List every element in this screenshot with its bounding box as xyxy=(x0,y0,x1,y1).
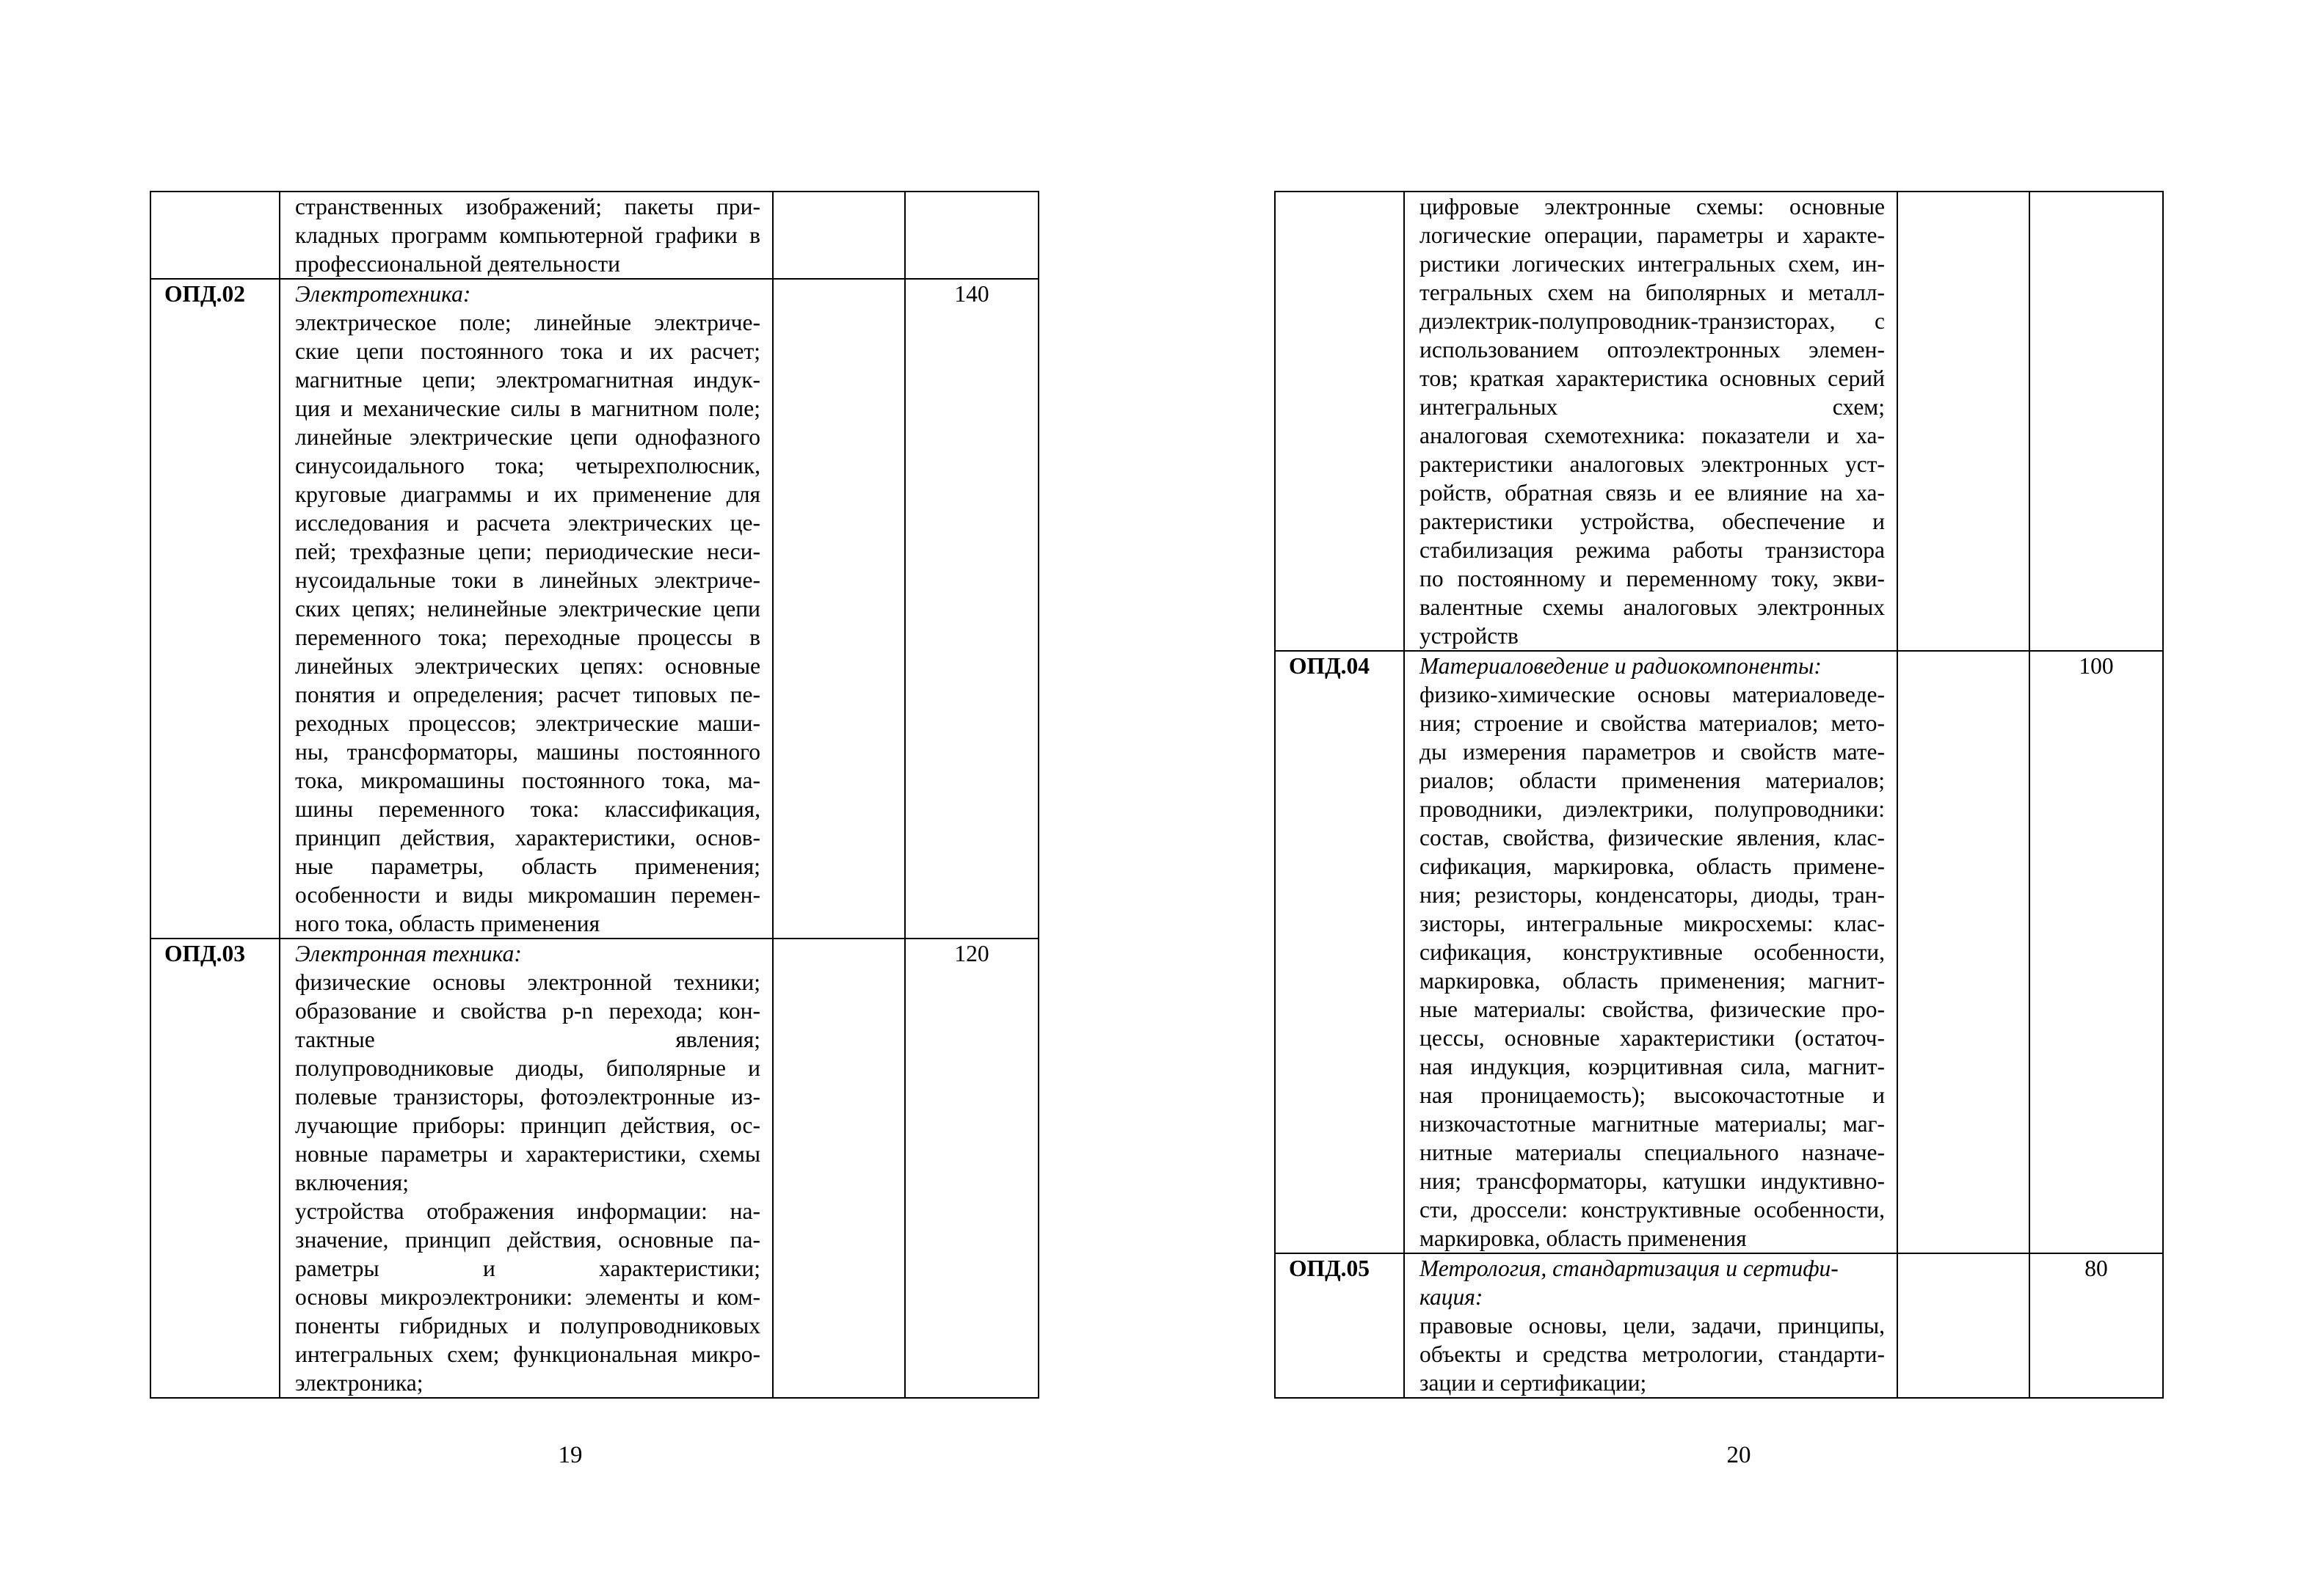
content-line: ристики логических интегральных схем, ин- xyxy=(1419,251,1885,277)
content-line: интегральных схем; функциональная микро- xyxy=(295,1341,760,1367)
content-line: значение, принцип действия, основные па- xyxy=(295,1227,760,1253)
content-line: по постоянному и переменному току, экви- xyxy=(1419,566,1885,591)
content-line: ройств, обратная связь и ее влияние на ха- xyxy=(1419,480,1885,506)
content-line: тов; краткая характеристика основных серий xyxy=(1419,365,1885,391)
content-line: новные параметры и характеристики, схемы xyxy=(295,1141,760,1167)
content-line: магнитные цепи; электромагнитная индук- xyxy=(295,367,760,393)
empty-cell xyxy=(1897,1253,2029,1398)
content-line: круговые диаграммы и их применение для xyxy=(295,481,760,507)
page-number: 20 xyxy=(1726,1442,1751,1468)
content-line: шины переменного тока: классификация, xyxy=(295,796,760,822)
content-line: ная индукция, коэрцитивная сила, магнит- xyxy=(1419,1054,1885,1079)
content-line: профессиональной деятельности xyxy=(295,251,620,277)
content-line: линейных электрических цепях: основные xyxy=(295,653,760,679)
content-line: раметры и характеристики; xyxy=(295,1256,760,1281)
page-20 xyxy=(1156,0,2312,1596)
content-line: кладных программ компьютерной графики в xyxy=(295,222,760,248)
content-line: ная проницаемость); высокочастотные и xyxy=(1419,1082,1885,1108)
content-line: образование и свойства p-n перехода; кон- xyxy=(295,998,760,1024)
content-line: ские цепи постоянного тока и их расчет; xyxy=(295,338,760,364)
discipline-code: ОПД.04 xyxy=(1275,651,1404,1253)
content-line: маркировка, область применения xyxy=(1419,1225,1747,1251)
content-line: сификация, конструктивные особенности, xyxy=(1419,939,1885,965)
content-line: исследования и расчета электрических це- xyxy=(295,510,760,536)
empty-cell xyxy=(773,939,905,1398)
content-line: цифровые электронные схемы: основные xyxy=(1419,194,1885,219)
content-line: рактеристики аналоговых электронных уст- xyxy=(1419,451,1885,477)
content-line: полевые транзисторы, фотоэлектронные из- xyxy=(295,1084,760,1109)
discipline-content xyxy=(1404,651,1897,1253)
content-line: переменного тока; переходные процессы в xyxy=(295,624,760,650)
content-line: странственных изображений; пакеты при- xyxy=(295,194,760,219)
content-line: тока, микромашины постоянного тока, ма- xyxy=(295,768,760,793)
content-line: интегральных схем; xyxy=(1419,394,1885,420)
curriculum-table xyxy=(1274,191,2164,1399)
content-line: использованием оптоэлектронных элемен- xyxy=(1419,337,1885,362)
content-line: зации и сертификации; xyxy=(1419,1370,1647,1396)
content-line: нитные материалы специального назначе- xyxy=(1419,1140,1885,1165)
discipline-title: Материаловедение и радиокомпоненты: xyxy=(1419,653,1822,679)
content-line: пей; трехфазные цепи; периодические неси- xyxy=(295,539,760,564)
content-line: зисторы, интегральные микросхемы: клас- xyxy=(1419,911,1885,936)
hours-cell xyxy=(2029,192,2163,651)
content-line: линейные электрические цепи однофазного xyxy=(295,424,760,450)
content-line: включения; xyxy=(295,1170,410,1195)
content-line: диэлектрик-полупроводник-транзисторах, с xyxy=(1419,308,1885,334)
content-line: риалов; области применения материалов; xyxy=(1419,768,1885,793)
content-line: синусоидального тока; четырехполюсник, xyxy=(295,453,760,478)
table-row xyxy=(150,939,1039,1398)
empty-cell xyxy=(773,279,905,939)
content-line: поненты гибридных и полупроводниковых xyxy=(295,1313,760,1338)
discipline-title: Электронная техника: xyxy=(295,941,522,966)
curriculum-table xyxy=(150,191,1039,1399)
content-line: полупроводниковые диоды, биполярные и xyxy=(295,1055,760,1081)
table-row xyxy=(150,279,1039,939)
content-line: устройств xyxy=(1419,623,1519,649)
discipline-title: Электротехника: xyxy=(295,281,471,307)
discipline-code: ОПД.02 xyxy=(150,279,280,939)
hours-cell: 100 xyxy=(2029,651,2163,1253)
empty-cell xyxy=(773,192,905,279)
table-row xyxy=(1275,1253,2163,1398)
content-line: валентные схемы аналоговых электронных xyxy=(1419,594,1885,620)
discipline-content xyxy=(1404,1253,1897,1398)
content-line: ды измерения параметров и свойств мате- xyxy=(1419,739,1885,765)
content-line: устройства отображения информации: на- xyxy=(295,1198,760,1224)
content-line: ны, трансформаторы, машины постоянного xyxy=(295,739,760,765)
page-number: 19 xyxy=(558,1442,583,1468)
discipline-code: ОПД.05 xyxy=(1275,1253,1404,1398)
content-line: проводники, диэлектрики, полупроводники: xyxy=(1419,796,1885,822)
content-line: основы микроэлектроники: элементы и ком- xyxy=(295,1284,760,1310)
discipline-code xyxy=(150,192,280,279)
content-line: ния; резисторы, конденсаторы, диоды, тран- xyxy=(1419,882,1885,908)
empty-cell xyxy=(1897,651,2029,1253)
content-line: ция и механические силы в магнитном поле; xyxy=(295,396,760,421)
content-line: сификация, маркировка, область примене- xyxy=(1419,853,1885,879)
content-line: сти, дроссели: конструктивные особенности, xyxy=(1419,1197,1885,1222)
discipline-code: ОПД.03 xyxy=(150,939,280,1398)
content-line: электроника; xyxy=(295,1370,423,1396)
content-line: реходных процессов; электрические маши- xyxy=(295,710,760,736)
content-line: ные параметры, область применения; xyxy=(295,853,760,879)
content-line: ния; строение и свойства материалов; мето- xyxy=(1419,710,1885,736)
content-line: стабилизация режима работы транзистора xyxy=(1419,537,1885,563)
discipline-content xyxy=(280,279,773,939)
content-line: правовые основы, цели, задачи, принципы, xyxy=(1419,1313,1885,1338)
content-line: тактные явления; xyxy=(295,1027,760,1052)
hours-cell: 140 xyxy=(905,279,1039,939)
discipline-content xyxy=(280,192,773,279)
content-line: особенности и виды микромашин перемен- xyxy=(295,882,760,908)
content-line: ния; трансформаторы, катушки индуктивно- xyxy=(1419,1168,1885,1194)
empty-cell xyxy=(1897,192,2029,651)
content-line: ного тока, область применения xyxy=(295,911,600,936)
content-line: лучающие приборы: принцип действия, ос- xyxy=(295,1112,760,1138)
hours-cell: 120 xyxy=(905,939,1039,1398)
content-line: рактеристики устройства, обеспечение и xyxy=(1419,509,1885,534)
discipline-code xyxy=(1275,192,1404,651)
discipline-title-continued: кация: xyxy=(1419,1284,1483,1310)
discipline-content xyxy=(1404,192,1897,651)
hours-cell xyxy=(905,192,1039,279)
content-line: электрическое поле; линейные электриче- xyxy=(295,310,760,335)
content-line: принцип действия, характеристики, основ- xyxy=(295,825,760,850)
content-line: аналоговая схемотехника: показатели и ха- xyxy=(1419,423,1885,448)
content-line: физико-химические основы материаловеде- xyxy=(1419,682,1885,707)
content-line: состав, свойства, физические явления, клас- xyxy=(1419,825,1885,850)
content-line: логические операции, параметры и характе- xyxy=(1419,222,1885,248)
table-row xyxy=(1275,651,2163,1253)
content-line: ные материалы: свойства, физические про- xyxy=(1419,996,1885,1022)
content-line: физические основы электронной техники; xyxy=(295,969,760,995)
content-line: маркировка, область применения; магнит- xyxy=(1419,968,1885,994)
hours-cell: 80 xyxy=(2029,1253,2163,1398)
content-line: тегральных схем на биполярных и металл- xyxy=(1419,280,1885,305)
table-row xyxy=(1275,192,2163,651)
content-line: ских цепях; нелинейные электрические цепи xyxy=(295,596,760,622)
discipline-title: Метрология, стандартизация и сертифи- xyxy=(1419,1256,1839,1281)
content-line: цессы, основные характеристики (остаточ- xyxy=(1419,1025,1885,1051)
content-line: низкочастотные магнитные материалы; маг- xyxy=(1419,1111,1885,1137)
discipline-content xyxy=(280,939,773,1398)
content-line: понятия и определения; расчет типовых пе- xyxy=(295,682,760,707)
content-line: нусоидальные токи в линейных электриче- xyxy=(295,567,760,593)
content-line: объекты и средства метрологии, стандарти- xyxy=(1419,1341,1885,1367)
table-row xyxy=(150,192,1039,279)
